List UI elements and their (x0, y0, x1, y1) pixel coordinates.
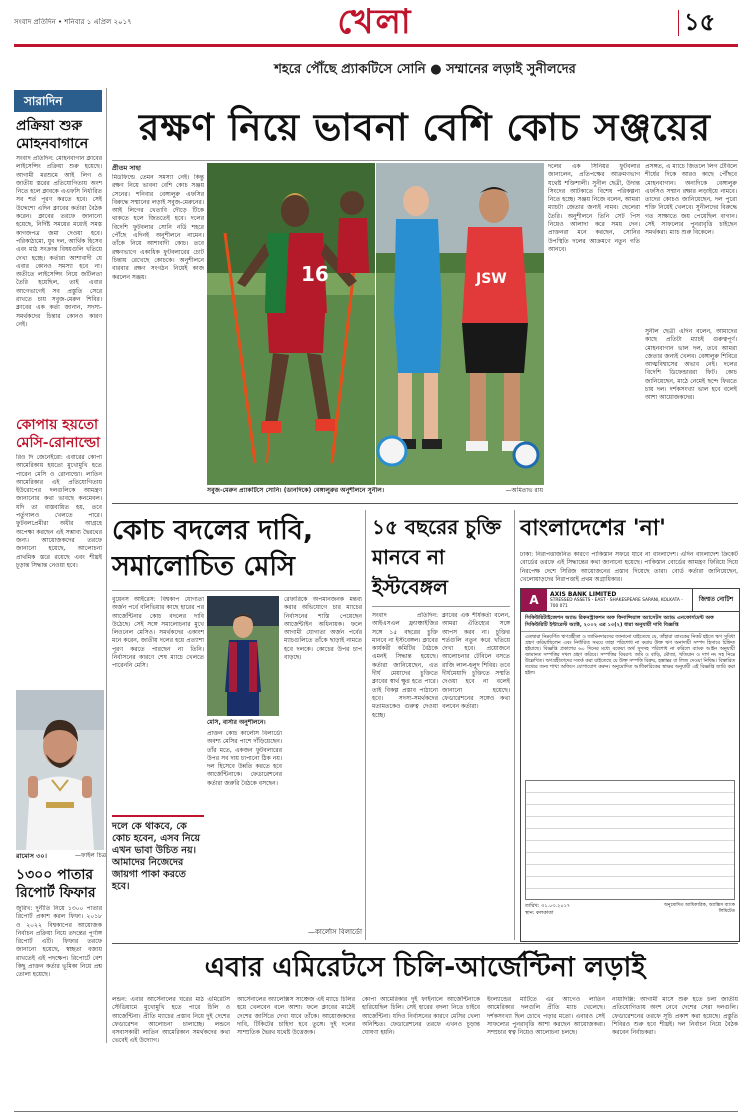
eastbengal-col2: ক্লাবের এক শীর্ষকর্তা বলেন, আমরা ঐতিহ্যের সঙ্গে আপস করব না। চুক্তির শর্তগুলি নতুন করে খতিয়ে দেখা হবে। প্রয়োজনে আলোচনার টেবিলে বসতে রাজি লাল-হলুদ শিবির। তবে দীর্ঘমেয়াদি চুক্তিতে সম্মতি দেওয়া হবে না বলেই জানানো হয়েছে। ফেডারেশনের সঙ্গেও কথা বলবেন কর্তারা। (442, 612, 510, 711)
sidebar-header (14, 90, 102, 112)
notice-tag: জিম্মত নোটিশ (692, 589, 739, 611)
lead-col3: প্রসঙ্গত, এ ম্যাচে জিতলে লিগ টেবিলে শীর্ষের দিকে আরও কাছে পৌঁছবে মোহনবাগান। অন্যদিকে বেঙ্গালুরু এফসিও সম্মান রক্ষার লড়াইয়ে নামবে। তাদের কোচও জানিয়েছেন, দল পুরো শক্তি নিয়েই খেলবে। সুনীলদের বিরুদ্ধে গত সাক্ষাতে জয় পেয়েছিল বাগান। সেই সাফল্যের পুনরাবৃত্তি চাইছেন সমর্থকরা। ম্যাচ শুরু বিকেলে। (645, 163, 737, 237)
messi-pull-quote (112, 815, 204, 897)
section-title: খেলা (337, 2, 413, 42)
notice-heading: সিকিউরিটাইজেশন অ্যান্ড রিকনস্ট্রাকশন অফ ফিনান্সিয়াল অ্যাসেটস অ্যান্ড এনফোর্সমেন্ট অফ সিকিউরিটি ইন্টারেস্ট অ্যাক্ট, ২০০২ এর ১৩(২) ধারা অনুযায়ী দাবি বিজ্ঞপ্তি (521, 612, 739, 632)
lead-headline-rule (112, 160, 738, 161)
eastbengal-headline-rule (372, 606, 510, 607)
notice-place-date (525, 903, 570, 916)
sidebar-header-label: সারাদিন (24, 94, 63, 108)
messi-col1b: প্রাক্তন কোচ কার্লোস বিলার্ডো অবশ্য মেসির পাশে দাঁড়িয়েছেন। তাঁর মতে, একজন ফুটবলারের উপর সব দায় চাপানো ঠিক নয়। দল হিসেবে উন্নতি করতে হবে আর্জেন্টিনাকে। ফেডারেশনের কর্তারা জরুরি বৈঠকে বসছেন। (207, 730, 282, 787)
notice-bank-block (547, 591, 692, 609)
chile-col1: লন্ডন: এবার আর্সেনালের ঘরের মাঠ এমিরেটস স্টেডিয়ামে মুখোমুখি হতে পারে চিলি ও আর্জেন্টিনা। প্রীতি ম্যাচের প্রস্তাব নিয়ে দুই দেশের ফেডারেশন আলোচনা চালাচ্ছে। লন্ডনে বসবাসকারী লাতিন আমেরিকান সমর্থকদের কথা ভেবেই এই উদ্যোগ। (112, 996, 230, 1045)
pull-quote-author: —কার্লোস বিলার্ডো (308, 928, 362, 936)
ramos-photo (16, 690, 104, 850)
sidebar-item1-headline: প্রক্রিয়া শুরু মোহনবাগানে (16, 118, 89, 152)
eastbengal-divider (514, 510, 515, 940)
sidebar-item3-body: জুরিখ: দুর্নীতি নিয়ে ১৩০০ পাতার রিপোর্ট প্রকাশ করল ফিফা। ২০১৮ ও ২০২২ বিশ্বকাপের আয়োজক নির্বাচন প্রক্রিয়া নিয়ে তদন্তের পূর্ণাঙ্গ রিপোর্ট এটি। ফিফার তরফে জানানো হয়েছে, স্বচ্ছতা বজায় রাখতেই এই পদক্ষেপ। রিপোর্টে বেশ কিছু প্রাক্তন কর্তার ভূমিকা নিয়ে প্রশ্ন তোলা হয়েছে। (16, 905, 102, 979)
lead-bottom-rule (112, 503, 738, 504)
bengaluru-training-illustration (376, 163, 544, 485)
notice-date: তারিখ: ৩১.০৩.২০১৭ (525, 903, 571, 909)
messi-illustration (207, 596, 279, 716)
svg-text:JSW: JSW (476, 271, 507, 287)
sidebar-divider (106, 88, 107, 1043)
bangladesh-body: ঢাকা: নিরাপত্তাজনিত কারণে পাকিস্তান সফরে যাবে না বাংলাদেশ। এদিন বাংলাদেশ ক্রিকেট বোর্ডের তরফে এই সিদ্ধান্তের কথা জানানো হয়েছে। পাকিস্তান বোর্ডের আমন্ত্রণ ফিরিয়ে দিয়ে নিরপেক্ষ দেশে সিরিজ আয়োজনের প্রস্তাব দিয়েছে তারা। বোর্ড কর্তারা জানিয়েছেন, খেলোয়াড়দের নিরাপত্তাই প্রথম অগ্রাধিকার। (520, 551, 738, 583)
chile-col5: নায়াদিল্লি: আগামী মাসে শুরু হতে চলা জাতীয় প্রতিযোগিতায় অংশ নেবে দেশের সেরা দলগুলি। ফেডারেশনের তরফে সূচি প্রকাশ করা হয়েছে। প্রস্তুতি শিবিরও শুরু হবে শীঘ্রই। দল নির্বাচন নিয়ে বৈঠক করবেন নির্বাচকরা। (612, 996, 738, 1037)
notice-place: স্থান: কলকাতা (525, 909, 554, 916)
axis-logo-icon: A (521, 589, 547, 611)
lead-col1: মিডফিল্ডে তেমন সমস্যা নেই। কিন্তু রক্ষণ নিয়ে ভাবনা বেশি কোচ সঞ্জয় সেনের। শনিবার বেঙ্গালুরু এফসির বিরুদ্ধে সম্মানের লড়াই সবুজ-মেরুনের। আই লিগের খেতাবি দৌড়ে টিকে থাকতে হলে জিততেই হবে। দলের বিদেশি ফুটবলার সোনি নর্ডি শহরে পৌঁছে এদিনই অনুশীলনে নামেন। তাঁকে নিয়ে আশাবাদী কোচ। তবে রক্ষণভাগে একাধিক ফুটবলারের চোট চিন্তায় রেখেছে কোচকে। অনুশীলনে বারবার রক্ষণ সংগঠন নিয়েই কাজ করলেন সঞ্জয়। (112, 174, 204, 281)
eastbengal-col1: সংবাদ প্রতিদিন: আইএসএল ফ্র্যাঞ্চাইজির সঙ্গে ১৫ বছরের চুক্তি মানবে না ইস্টবেঙ্গল। ক্লাবের কার্যকরী কমিটির বৈঠকে এমনই সিদ্ধান্ত হয়েছে। কর্তারা জানিয়েছেন, এত দীর্ঘ মেয়াদের চুক্তিতে ক্লাবের স্বার্থ ক্ষুণ্ণ হতে পারে। তাই বিকল্প প্রস্তাব পাঠানো হবে। সদস্য-সমর্থকদের মতামতকেও গুরুত্ব দেওয়া হচ্ছে। (372, 612, 438, 719)
notice-bank-sub: STRESSED ASSETS - EAST · SHAKESPEARE SARANI, KOLKATA - 700 071 (550, 598, 683, 609)
lead-photo-caption: সবুজ-মেরুন প্র্যাকটিসে সোনি। (ডানদিকে) বেঙ্গালুরুর অনুশীলনে সুনীল। (207, 487, 385, 494)
ramos-illustration (16, 690, 104, 850)
messi-headline-line1: কোচ বদলের দাবি, (112, 515, 314, 546)
messi-headline-line2: সমালোচিত মেসি (112, 551, 295, 582)
mohunbagan-training-illustration (207, 163, 375, 485)
chile-col2: আর্সেনালের অ্যালেক্সিস সাঞ্চেজ এই ম্যাচে চিলির হয়ে খেলবেন বলে আশা। ফলে ক্লাবের মাঠেই দেশের জার্সিতে দেখা যাবে তাঁকে। আয়োজকদের দাবি, টিকিটের চাহিদা হবে তুঙ্গে। দুই দলের সাম্প্রতিক দ্বৈরথ যথেষ্ট উত্তেজক। (237, 996, 355, 1037)
strap-line: শহরে পৌঁছে প্র্যাকটিসে সোনি ● সম্মানের লড়াই সুনীলদের (274, 62, 576, 77)
notice-signatory: অনুমোদিত আধিকারিক, অ্যাক্সিস ব্যাংক লিমিটেড (663, 903, 735, 914)
masthead-meta: সংবাদ প্রতিদিন • শনিবার ১ এপ্রিল ২০১৭ (14, 18, 132, 26)
page-number: ১৫ (684, 8, 716, 36)
notice-bank-name: AXIS BANK LIMITED (550, 591, 617, 598)
messi-headline-rule (112, 590, 360, 591)
sidebar-item3-headline: ১৩০০ পাতার রিপোর্ট ফিফার (16, 867, 96, 901)
notice-header (521, 589, 739, 612)
bangladesh-headline: বাংলাদেশের 'না' (520, 516, 666, 541)
notice-body: এতদ্বারা নিম্নবর্ণিত ঋণগ্রহীতা ও জামিনদারদের জানানো যাইতেছে যে, তাঁহারা ব্যাংকের নিকট হইতে ঋণ সুবিধা গ্রহণ করিয়াছিলেন এবং নির্ধারিত সময়ে তাহা পরিশোধ না করায় উক্ত ঋণ অনাদায়ী সম্পদ হিসাবে চিহ্নিত হইয়াছে। বিজ্ঞপ্তি প্রকাশের ৬০ দিনের মধ্যে বকেয়া অর্থ সুদসহ পরিশোধ না করিলে ব্যাংক আইন অনুযায়ী জামানত সম্পত্তির দখল গ্রহণ করিবে। সম্পত্তির বিবরণ: জমি ও বাড়ি, মৌজা, খতিয়ান ও দাগ নং সহ নিম্নে উল্লেখিত। ঋণগ্রহীতাদের সতর্ক করা যাইতেছে যে উক্ত সম্পত্তি বিক্রয়, হস্তান্তর বা লিজ দেওয়া নিষিদ্ধ। বিস্তারিত তথ্যের জন্য শাখা অফিসে যোগাযোগ করুন। অনুমোদিত আধিকারিকের স্বাক্ষর অনুযায়ী এই বিজ্ঞপ্তি জারি করা হইল। (525, 635, 735, 676)
ramos-credit: —ফাইল চিত্র (75, 852, 106, 859)
messi-col2: রেফারিকে অপমানজনক মন্তব্য করার অভিযোগে চার ম্যাচের নির্বাসনের শাস্তি পেয়েছেন আর্জেন্টাইন অধিনায়ক। ফলে আগামী যোগ্যতা অর্জন পর্বের ম্যাচগুলিতে তাঁকে ছাড়াই নামতে হবে দলকে। কোচের উপর চাপ বাড়ছে। (284, 596, 362, 662)
lead-photo-credit: —অমিতাভ রায় (505, 487, 543, 494)
lead-headline: রক্ষণ নিয়ে ভাবনা বেশি কোচ সঞ্জয়ের (139, 106, 711, 149)
masthead-rule (14, 44, 738, 47)
lead-photo-left (207, 163, 375, 485)
svg-text:16: 16 (301, 262, 329, 286)
sidebar-item2-body: রিও দি জেনেইরো: এবারের কোপা আমেরিকায় হয়তো মুখোমুখি হতে পারেন মেসি ও রোনাল্ডো। লাতিন আমেরিকার এই প্রতিযোগিতায় ইউরোপের দলগুলিকে আমন্ত্রণ জানানোর কথা ভাবছে কনমেবল। যদি তা বাস্তবায়িত হয়, তবে পর্তুগালও খেলতে পারে। ফুটবলপ্রেমীরা অধীর আগ্রহে অপেক্ষা করছেন এই সম্ভাব্য দ্বৈরথের জন্য। আয়োজকদের তরফে জানানো হয়েছে, আলোচনা প্রাথমিক স্তরে রয়েছে এবং শীঘ্রই চূড়ান্ত সিদ্ধান্ত নেওয়া হবে। (16, 454, 102, 569)
ramos-caption: রামোস ৩০। (16, 852, 47, 860)
eastbengal-headline: ১৫ বছরের চুক্তি মানবে না ইস্টবেঙ্গল (372, 515, 502, 599)
page-bottom-rule (14, 1111, 738, 1112)
lead-col4: সুনীল ছেত্রী এদিন বলেন, আমাদের কাছে প্রতিটা ম্যাচই গুরুত্বপূর্ণ। মোহনবাগান ভাল দল, তবে আমরা জেতার জন্যই খেলব। বেঙ্গালুরু শিবিরে আত্মবিশ্বাসের অভাব নেই। দলের বিদেশি ডিফেন্ডাররা ফিট। কোচ জানিয়েছেন, মাঠে নেমেই ছন্দে ফিরতে চায় দল। দর্শকসংখ্যা ভাল হবে বলেই আশা আয়োজকদের। (645, 328, 737, 402)
messi-col1: বুয়েনস আইরেস: বিশ্বকাপ যোগ্যতা অর্জন পর্বে বলিভিয়ার কাছে হারের পর আর্জেন্টিনার কোচ বদলের দাবি উঠেছে। সেই সঙ্গে সমালোচনার মুখে লিওনেল মেসিও। সমর্থকদের একাংশ মনে করেন, জাতীয় দলের হয়ে প্রত্যাশা পূরণ করতে পারছেন না তিনি। নির্বাসনের কারণে শেষ ম্যাচে খেলতে পারেননি মেসি। (112, 596, 204, 670)
bank-notice (520, 588, 740, 942)
sidebar-item1-body: সংবাদ প্রতিদিন: মোহনবাগান ক্লাবের লাইসেন্সিং প্রক্রিয়া শুরু হয়েছে। আগামী মরশুমে আই লিগ ও জাতীয় স্তরের প্রতিযোগিতায় অংশ নিতে হলে ক্লাবকে এএফসি নির্ধারিত সব শর্ত পূরণ করতে হবে। সেই উদ্দেশ্যে এদিন ক্লাবের কর্তারা বৈঠক করেন। ক্লাবের তরফে জানানো হয়েছে, নির্দিষ্ট সময়ের মধ্যেই সমস্ত কাগজপত্র জমা দেওয়া হবে। পরিকাঠামো, যুব দল, আর্থিক হিসেব এবং মাঠ সংক্রান্ত বিষয়গুলি খতিয়ে দেখা হচ্ছে। কর্তারা আশাবাদী যে এবার কোনও সমস্যা হবে না। অতীতে লাইসেন্সিং নিয়ে জটিলতা তৈরি হয়েছিল, তাই এবার আগেভাগেই সব প্রস্তুতি সেরে রাখতে চায় সবুজ-মেরুন শিবির। ক্লাবের এক কর্তা জানান, সদস্য-সমর্থকদের চিন্তার কোনও কারণ নেই। (16, 155, 102, 328)
chile-col4: ইংল্যান্ডের মাটিতে এর আগেও লাতিন আমেরিকার দলগুলি প্রীতি ম্যাচ খেলেছে। দর্শকসংখ্যা ছিল চোখে পড়ার মতো। এবারও সেই সাফল্যের পুনরাবৃত্তি আশা করছেন আয়োজকরা। সম্প্রচার স্বত্ব নিয়েও আলোচনা চলছে। (487, 996, 605, 1037)
messi-photo (207, 596, 279, 716)
messi-photo-caption: মেসি, বার্সার অনুশীলনে। (207, 719, 266, 726)
lead-col2: দলের এক সিনিয়র ফুটবলার জানালেন, প্রতিপক্ষের আক্রমণভাগ যথেষ্ট শক্তিশালী। সুনীল ছেত্রী, উদান্ত সিংদের আটকাতে বিশেষ পরিকল্পনা নিতে হচ্ছে। সঞ্জয় নিজে বলেন, আমরা ম্যাচটা জেতার জন্যই নামব। ছেলেরা তৈরি। অনুশীলনে তিনি সেট পিস নিয়েও আলাদা করে সময় দেন। প্রাক্তনরা মনে করছেন, সোনির উপস্থিতি দলের আক্রমণে নতুন গতি আনবে। (548, 163, 640, 253)
messi-divider (365, 510, 366, 940)
sidebar-item2-headline: কোপায় হয়তো মেসি-রোনাল্ডো (16, 417, 101, 451)
notice-table (525, 780, 735, 900)
chile-headline: এবার এমিরেটসে চিলি-আর্জেন্টিনা লড়াই (204, 952, 646, 983)
lead-byline: প্রীতম সাহা (112, 164, 141, 172)
lead-photo-right (376, 163, 544, 485)
chile-col3: কোপা আমেরিকার দুই ফাইনালে আর্জেন্টিনাকে হারিয়েছিল চিলি। সেই হারের বদলা নিতে চাইবে আর্জেন্টিনা। যদিও নির্বাসনের কারণে মেসির খেলা অনিশ্চিত। ফেডারেশনের তরফে এখনও চূড়ান্ত ঘোষণা হয়নি। (362, 996, 480, 1037)
middle-bottom-rule (112, 943, 738, 944)
page-number-divider (678, 10, 679, 36)
pull-quote-text: দলে কে থাকবে, কে কোচ হবেন, এসব নিয়ে এখন ভাবা উচিত নয়। আমাদের নিজেদের জায়গা পাকা করতে হবে। (112, 821, 200, 892)
